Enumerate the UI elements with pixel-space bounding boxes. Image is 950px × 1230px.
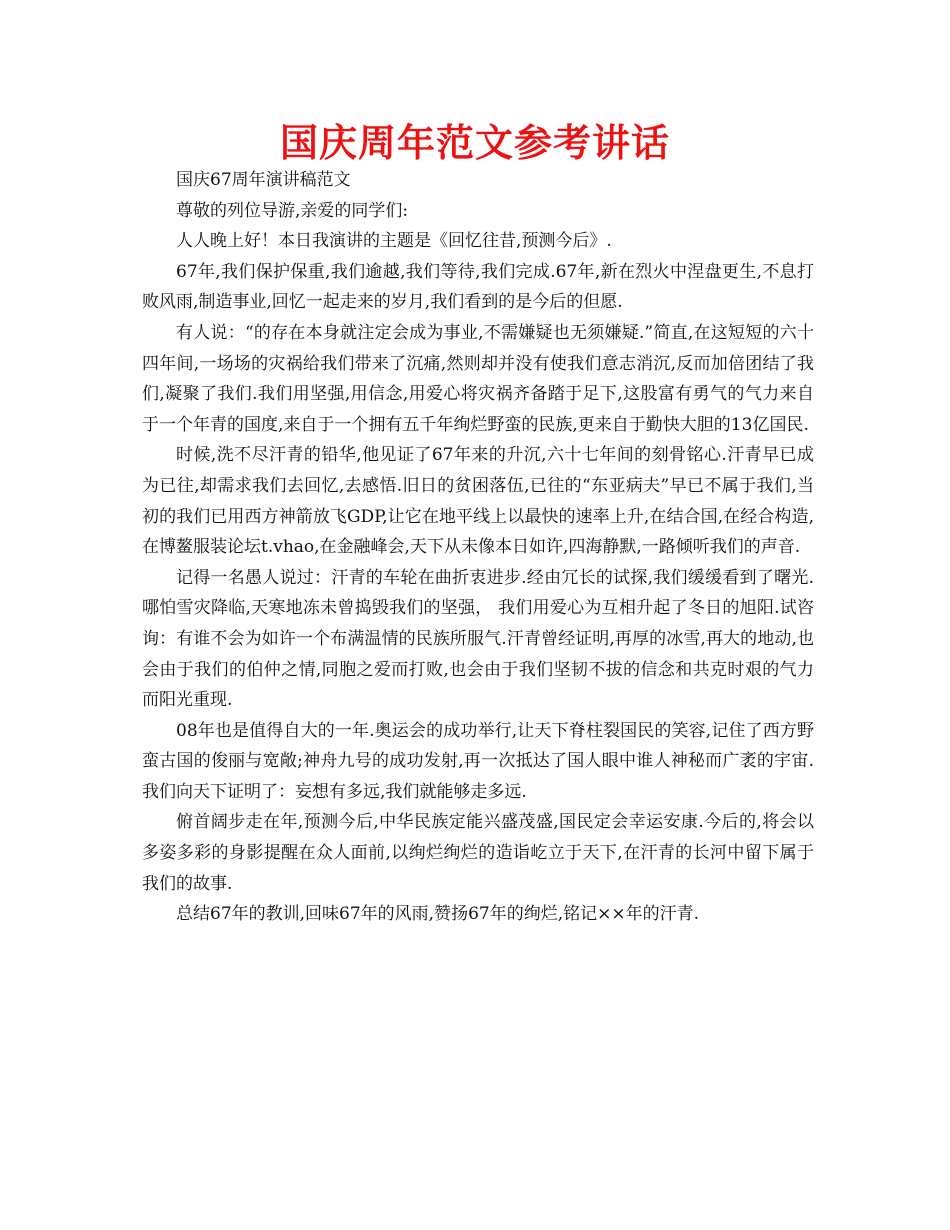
paragraph-body: 记得一名愚人说过：汗青的车轮在曲折衷进步.经由冗长的试探,我们缓缓看到了曙光.哪怕雪灾降临,天寒地冻未曾捣毁我们的坚强， 我们用爱心为互相升起了冬日的旭阳.试咨询：有谁不会为如许一个布满温情的民族所服气.汗青曾经证明,再厚的冰雪,再大的地动,也会由于我们的伯仲之情,同胞之爱而打败,也会由于我们坚韧不拔的信念和共克时艰的气力而阳光重现. [142,567,814,711]
paragraph-body: 有人说：“的存在本身就注定会成为事业,不需嫌疑也无须嫌疑.”简直,在这短短的六十四年间,一场场的灾祸给我们带来了沉痛,然则却并没有使我们意志消沉,反而加倍团结了我们,凝聚了我们.我们用坚强,用信念,用爱心将灾祸齐备踏于足下,这股富有勇气的气力来自于一个年青的国度,来自于一个拥有五千年绚烂野蛮的民族,更来自于勤快大胆的13亿国民. [142,322,814,435]
paragraph-body: 67年,我们保护保重,我们逾越,我们等待,我们完成.67年,新在烈火中涅盘更生,不息打败风雨,制造事业,回忆一起走来的岁月,我们看到的是今后的但愿. [142,261,814,313]
paragraph-body: 俯首阔步走在年,预测今后,中华民族定能兴盛茂盛,国民定会幸运安康.今后的,将会以多姿多彩的身影提醒在众人面前,以绚烂绚烂的造诣屹立于天下,在汗青的长河中留下属于我们的故事. [142,812,814,894]
paragraph-subtitle: 国庆67周年演讲稿范文 [176,170,351,190]
paragraph-greeting: 人人晚上好！本日我演讲的主题是《回忆往昔,预测今后》. [176,231,612,252]
document-body [142,165,814,930]
paragraph-body: 时候,洗不尽汗青的铅华,他见证了67年来的升沉,六十七年间的刻骨铭心.汗青早已成为已往,却需求我们去回忆,去感悟.旧日的贫困落伍,已往的“东亚病夫”早已不属于我们,当初的我们已用西方神箭放飞GDP,让它在地平线上以最快的速率上升,在结合国,在经合构造,在博鳌服装论坛t.vhao,在金融峰会,天下从未像本日如许,四海静默,一路倾听我们的声音. [142,445,814,558]
paragraph-body: 08年也是值得自大的一年.奥运会的成功举行,让天下脊柱裂国民的笑容,记住了西方野蛮古国的俊丽与宽敞;神舟九号的成功发射,再一次抵达了国人眼中谁人神秘而广袤的宇宙.我们向天下证明了：妄想有多远,我们就能够走多远. [142,720,814,802]
paragraph-salutation: 尊敬的列位导游,亲爱的同学们: [176,200,409,221]
document-title: 国庆周年范文参考讲话 [279,121,670,165]
paragraph-closing: 总结67年的教训,回味67年的风雨,赞扬67年的绚烂,铭记××年的汗青. [176,904,699,925]
